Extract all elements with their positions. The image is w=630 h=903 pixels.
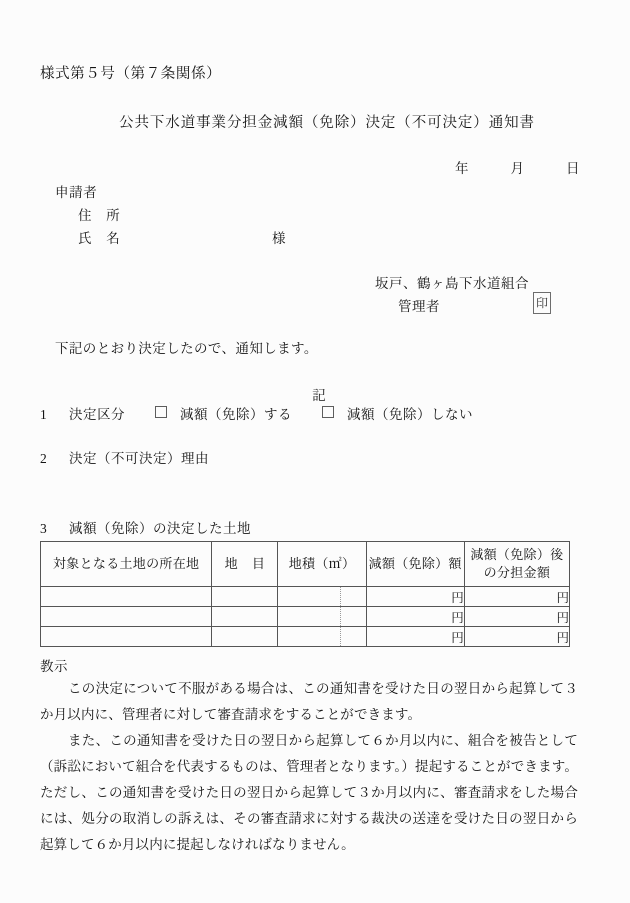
item-land-heading <box>40 517 251 537</box>
item-1-number: 1 <box>40 407 48 422</box>
notice-sentence: 下記のとおり決定したので、通知します。 <box>55 341 318 356</box>
cell-remaining-amount[interactable]: 円 <box>464 607 569 627</box>
table-row <box>41 607 570 627</box>
option-grant-label: 減額（免除）する <box>180 407 292 422</box>
instructions-paragraph-1: この決定について不服がある場合は、この通知書を受けた日の翌日から起算して３か月以内に、管理者に対して審査請求をすることができます。 <box>40 681 578 722</box>
header-land-type <box>212 542 278 587</box>
header-area: 地積（㎡） <box>278 542 366 587</box>
cell-location[interactable] <box>41 627 212 647</box>
instructions-title: 教示 <box>40 659 68 674</box>
cell-area[interactable] <box>278 607 366 627</box>
issuer-organization: 坂戸、鶴ヶ島下水道組合 <box>375 276 529 291</box>
date-month-label: 月 <box>510 161 525 176</box>
cell-location[interactable] <box>41 607 212 627</box>
cell-remaining-amount[interactable]: 円 <box>464 627 569 647</box>
cell-land-type[interactable] <box>212 587 278 607</box>
applicant-address-label: 住 所 <box>78 208 121 223</box>
cell-location[interactable] <box>41 587 212 607</box>
decimal-divider <box>340 627 341 646</box>
date-day-label: 日 <box>565 161 580 176</box>
form-number: 様式第５号（第７条関係） <box>40 66 222 82</box>
cell-land-type[interactable] <box>212 627 278 647</box>
date-year-label: 年 <box>455 161 469 176</box>
page-title: 公共下水道事業分担金減額（免除）決定（不可決定）通知書 <box>119 115 535 131</box>
header-reduction-amount: 減額（免除）額 <box>366 542 464 587</box>
item-decision-category <box>40 403 473 423</box>
item-3-number: 3 <box>40 521 48 536</box>
ki-marker: 記 <box>312 388 326 403</box>
seal-stamp-box: 印 <box>533 292 551 314</box>
item-3-label: 減額（免除）の決定した土地 <box>69 521 251 536</box>
checkbox-deny-reduction[interactable] <box>322 406 334 418</box>
item-2-number: 2 <box>40 451 48 466</box>
cell-reduction-amount[interactable]: 円 <box>366 607 464 627</box>
applicant-section-label: 申請者 <box>55 185 98 200</box>
date-line <box>455 157 580 177</box>
cell-land-type[interactable] <box>212 607 278 627</box>
header-remaining-line2: の分担金額 <box>483 565 551 580</box>
cell-remaining-amount[interactable]: 円 <box>464 587 569 607</box>
table-row <box>41 627 570 647</box>
cell-reduction-amount[interactable]: 円 <box>366 627 464 647</box>
header-location: 対象となる土地の所在地 <box>41 542 212 587</box>
applicant-honorific: 様 <box>272 231 286 246</box>
instructions-paragraph-2: また、この通知書を受けた日の翌日から起算して６か月以内に、組合を被告として（訴訟において組合を代表するものは、管理者となります。）提起することができます。ただし、この通知書を受けた日の翌日から起算して３か月以内に、審査請求をした場合には、処分の取消しの訴えは、その審査請求に対する裁決の送達を受けた日の翌日から起算して６か月以内に提起しなければなりません。 <box>40 733 578 852</box>
table-row <box>41 587 570 607</box>
item-decision-reason <box>40 447 209 467</box>
item-1-label: 決定区分 <box>69 407 125 422</box>
header-land-type-part2: 目 <box>251 556 266 572</box>
issuer-role-label: 管理者 <box>398 299 440 314</box>
header-remaining-line1: 減額（免除）後 <box>470 547 564 563</box>
applicant-name-label: 氏 名 <box>78 231 121 246</box>
item-2-label: 決定（不可決定）理由 <box>69 451 209 466</box>
checkbox-grant-reduction[interactable] <box>155 406 167 418</box>
cell-area[interactable] <box>278 627 366 647</box>
header-land-type-part1: 地 <box>224 556 238 572</box>
cell-area[interactable] <box>278 587 366 607</box>
land-table <box>40 541 570 647</box>
instructions-body <box>40 676 578 858</box>
header-remaining-amount <box>464 542 569 587</box>
cell-reduction-amount[interactable]: 円 <box>366 587 464 607</box>
decimal-divider <box>340 587 341 606</box>
table-header-row <box>41 542 570 587</box>
decimal-divider <box>340 607 341 626</box>
option-deny-label: 減額（免除）しない <box>347 407 473 422</box>
